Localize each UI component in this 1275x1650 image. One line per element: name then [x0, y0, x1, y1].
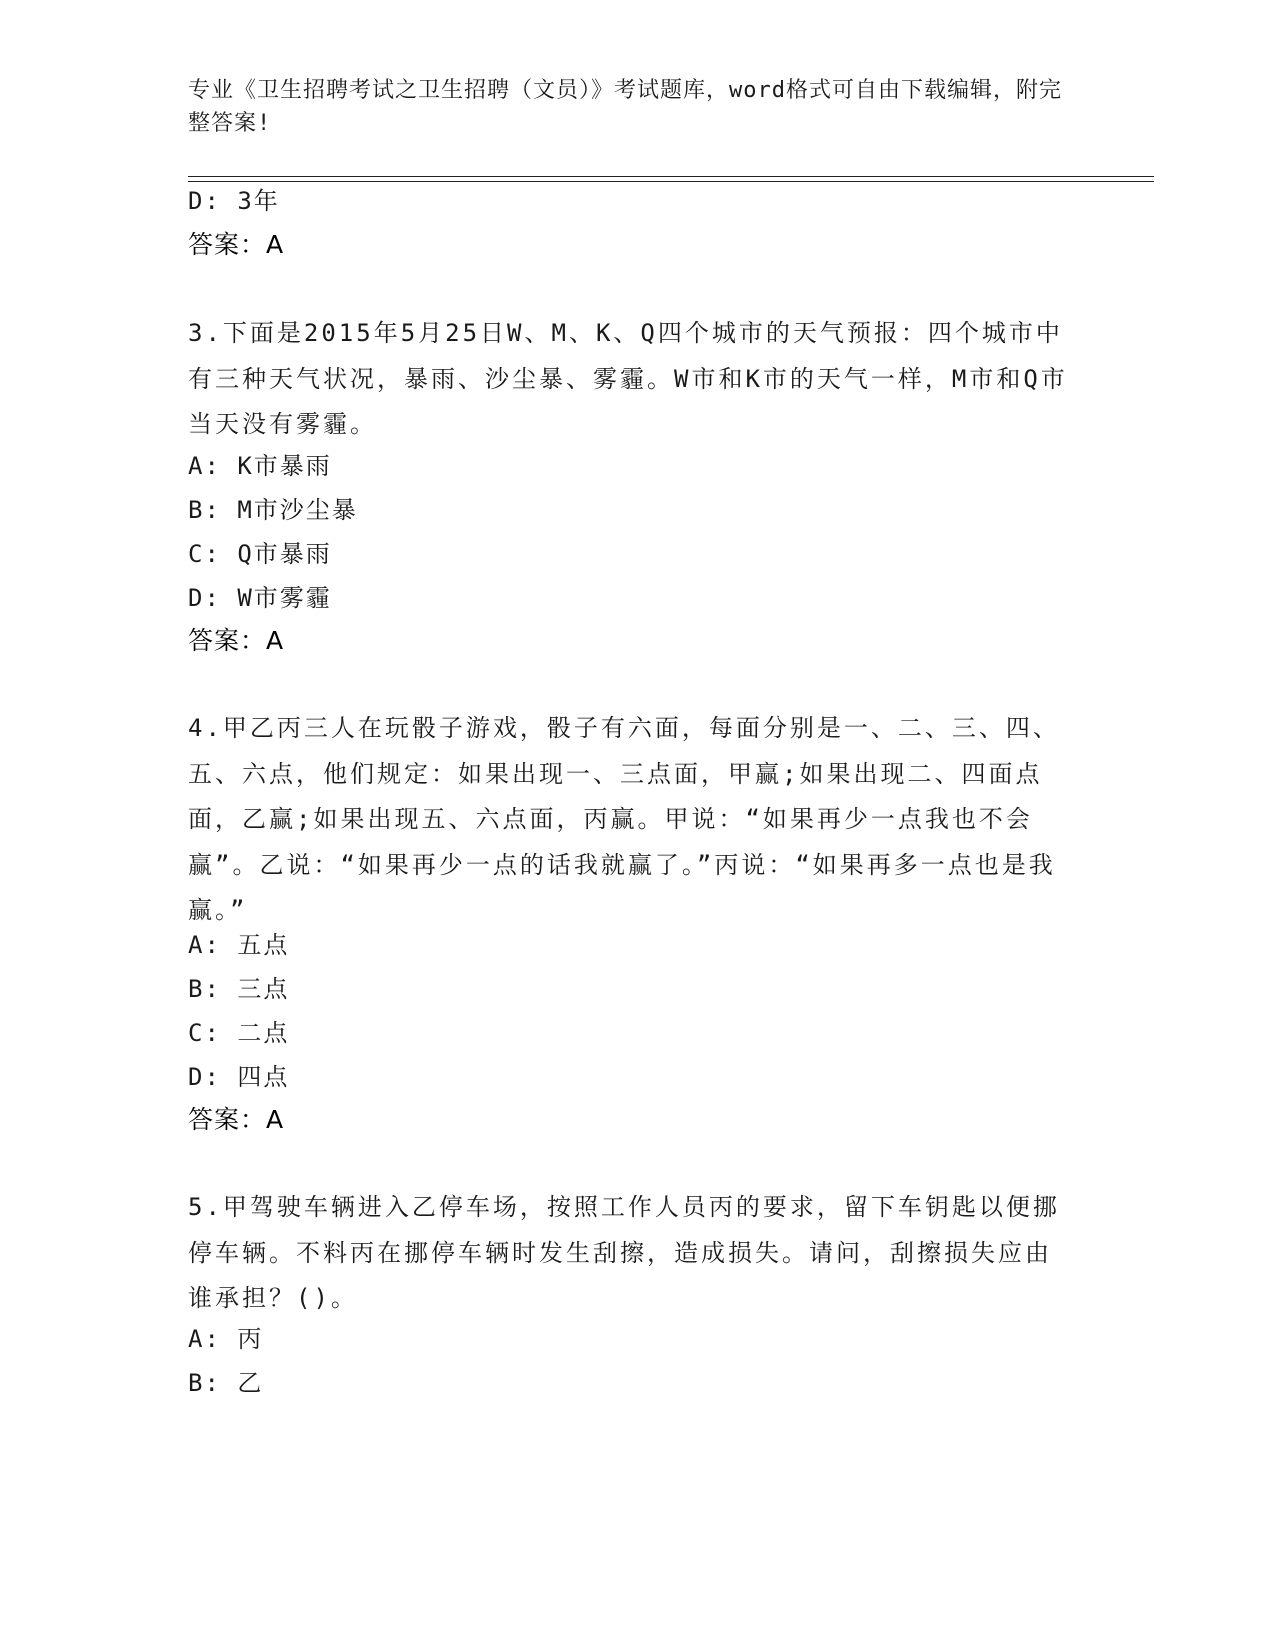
- header-divider-bottom: [188, 181, 1154, 182]
- q5-option-b: B: 乙: [188, 1369, 264, 1397]
- q5-option-a: A: 丙: [188, 1325, 264, 1353]
- header-divider-top: [188, 176, 1154, 177]
- q2-answer: 答案：A: [188, 230, 285, 259]
- q4-option-d: D: 四点: [188, 1063, 290, 1091]
- q4-answer: 答案：A: [188, 1105, 285, 1134]
- q4-option-a: A: 五点: [188, 931, 290, 959]
- q3-option-d: D: W市雾霾: [188, 584, 332, 612]
- q4-option-c: C: 二点: [188, 1019, 290, 1047]
- q2-option-d: D: 3年: [188, 187, 280, 215]
- q3-option-a: A: K市暴雨: [188, 452, 332, 480]
- q4-option-b: B: 三点: [188, 975, 290, 1003]
- q4-stem: 4.甲乙丙三人在玩骰子游戏，骰子有六面，每面分别是一、二、三、四、五、六点，他们规定：如果出现一、三点面，甲赢;如果出现二、四面点面，乙赢;如果出现五、六点面，丙赢。甲说：“如果再少一点我也不会赢”。乙说：“如果再少一点的话我就赢了。”丙说：“如果再多一点也是我赢。”: [188, 714, 1060, 924]
- q5-stem: 5.甲驾驶车辆进入乙停车场，按照工作人员丙的要求，留下车钥匙以便挪停车辆。不料丙在挪停车辆时发生刮擦，造成损失。请问，刮擦损失应由谁承担？()。: [188, 1193, 1060, 1312]
- document-header: 专业《卫生招聘考试之卫生招聘（文员）》考试题库，word格式可自由下载编辑，附完整答案!: [188, 78, 1062, 136]
- q3-answer: 答案：A: [188, 626, 285, 655]
- q3-stem: 3.下面是2015年5月25日W、M、K、Q四个城市的天气预报：四个城市中有三种天气状况，暴雨、沙尘暴、雾霾。W市和K市的天气一样，M市和Q市当天没有雾霾。: [188, 319, 1068, 438]
- q3-option-c: C: Q市暴雨: [188, 540, 332, 568]
- q3-option-b: B: M市沙尘暴: [188, 496, 358, 524]
